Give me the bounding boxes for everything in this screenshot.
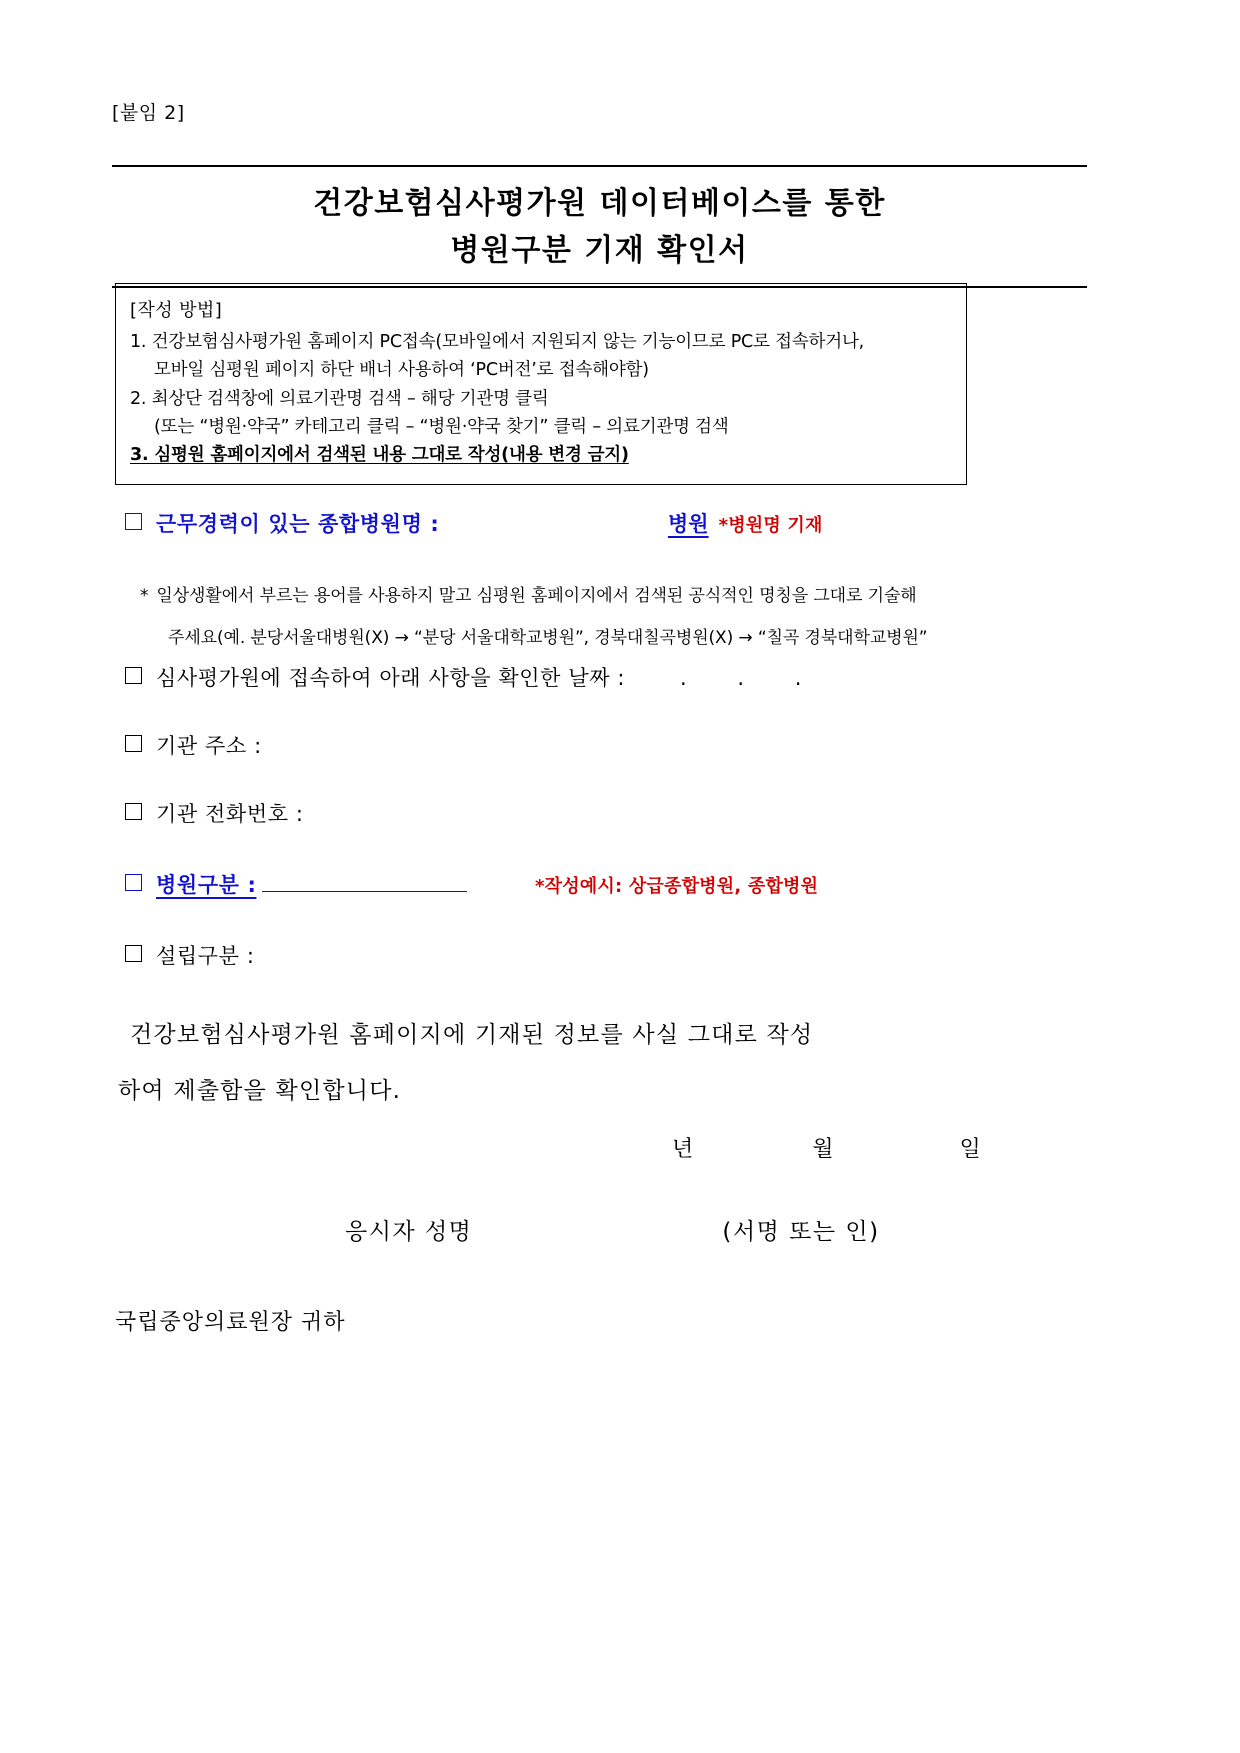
- checkbox-hospital-type[interactable]: [125, 874, 142, 891]
- attachment-tag: [붙임 2]: [112, 102, 185, 124]
- field-label-phone: 기관 전화번호 :: [156, 802, 304, 826]
- field-value-hospital-name: 병원: [668, 512, 709, 536]
- field-row-check-date[interactable]: [125, 662, 823, 692]
- instruction-item-2-cont: (또는 “병원·약국” 카테고리 클릭 – “병원·약국 찾기” 클릭 – 의료기관명 검색: [154, 417, 729, 438]
- field-value-check-date: . . .: [680, 666, 824, 690]
- statement-line-1: 건강보험심사평가원 홈페이지에 기재된 정보를 사실 그대로 작성: [130, 1022, 814, 1048]
- field-note-hospital-type-group: [535, 872, 818, 898]
- statement-line-2: 하여 제출함을 확인합니다.: [118, 1078, 402, 1104]
- instruction-item-3: 3. 심평원 홈페이지에서 검색된 내용 그대로 작성(내용 변경 금지): [130, 445, 629, 466]
- field-label-check-date: 심사평가원에 접속하여 아래 사항을 확인한 날짜 :: [156, 666, 626, 690]
- date-line: [672, 1132, 982, 1163]
- date-year-label: 년: [672, 1137, 695, 1162]
- asterisk-icon: *: [140, 586, 149, 606]
- checkbox-address[interactable]: [125, 735, 142, 752]
- field-label-hospital-name: 근무경력이 있는 종합병원명 :: [156, 512, 440, 536]
- title-line-2: 병원구분 기재 확인서: [450, 232, 749, 268]
- field-row-phone[interactable]: [125, 798, 304, 828]
- document-title: [112, 165, 1087, 288]
- field-row-address[interactable]: [125, 730, 262, 760]
- field-row-establishment-type[interactable]: [125, 940, 255, 970]
- recipient-line: 국립중앙의료원장 귀하: [115, 1310, 346, 1335]
- field-guide-text-1: 일상생활에서 부르는 용어를 사용하지 말고 심평원 홈페이지에서 검색된 공식적인 명칭을 그대로 기술해: [156, 586, 917, 606]
- instruction-item-1-cont: 모바일 심평원 페이지 하단 배너 사용하여 ‘PC버전’로 접속해야함): [154, 360, 649, 381]
- field-label-hospital-type: 병원구분 :: [156, 873, 257, 897]
- signature-line: [345, 1213, 880, 1246]
- field-guide-hospital-name-line1: [140, 580, 917, 612]
- field-label-address: 기관 주소 :: [156, 734, 262, 758]
- signature-label: 응시자 성명: [345, 1219, 473, 1245]
- instructions-box: [115, 283, 967, 485]
- checkbox-phone[interactable]: [125, 803, 142, 820]
- date-month-label: 월: [812, 1137, 835, 1162]
- field-label-establishment-type: 설립구분 :: [156, 944, 255, 968]
- instruction-item-1: 1. 건강보험심사평가원 홈페이지 PC접속(모바일에서 지원되지 않는 기능이므로 PC로 접속하거나,: [130, 332, 865, 352]
- instruction-item-2: 2. 최상단 검색창에 의료기관명 검색 – 해당 기관명 클릭: [130, 388, 549, 409]
- date-day-label: 일: [959, 1137, 982, 1162]
- title-line-1: 건강보험심사평가원 데이터베이스를 통한: [313, 186, 886, 221]
- field-note-hospital-type: *작성예시: 상급종합병원, 종합병원: [535, 876, 819, 897]
- field-note-hospital-name: *병원명 기재: [718, 515, 823, 536]
- field-guide-hospital-name-line2: [168, 622, 928, 654]
- signature-note: (서명 또는 인): [722, 1219, 880, 1245]
- field-row-hospital-type[interactable]: [125, 869, 467, 899]
- field-value-hospital-name-group: [668, 508, 823, 538]
- field-input-hospital-type[interactable]: [262, 871, 467, 892]
- instructions-heading: [작성 방법]: [130, 300, 223, 321]
- field-row-hospital-name[interactable]: [125, 508, 439, 538]
- checkbox-check-date[interactable]: [125, 667, 142, 684]
- checkbox-establishment-type[interactable]: [125, 945, 142, 962]
- checkbox-hospital-name[interactable]: [125, 513, 142, 530]
- field-guide-text-2: 주세요(예. 분당서울대병원(X) → “분당 서울대학교병원”, 경북대칠곡병원(X) → “칠곡 경북대학교병원”: [168, 628, 928, 648]
